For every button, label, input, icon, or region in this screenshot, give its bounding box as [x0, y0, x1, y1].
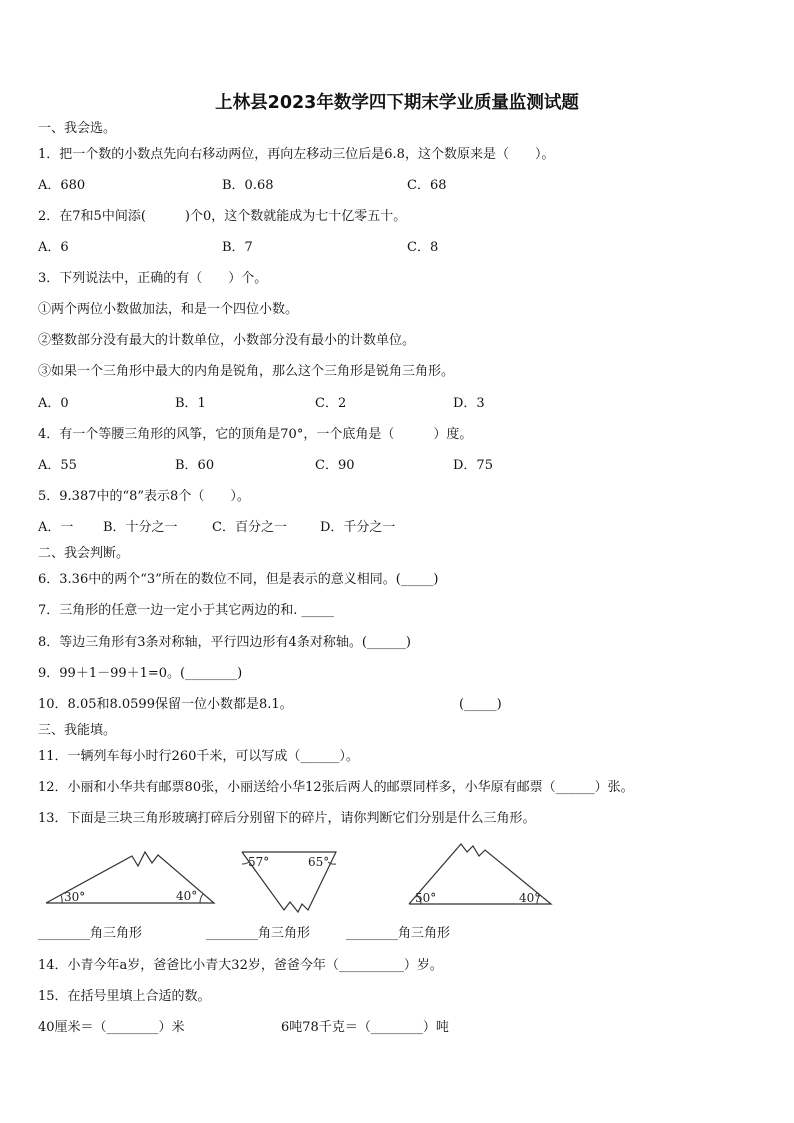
- q13-answer-3: ________角三角形: [346, 926, 451, 941]
- question-1: 1．把一个数的小数点先向右移动两位，再向左移动三位后是6.8，这个数原来是（ ）。: [38, 147, 555, 162]
- triangle-fragment-3: [405, 840, 555, 910]
- question-2: 2．在7和5中间添( )个0，这个数就能成为七十亿零五十。: [38, 209, 407, 224]
- q5-option-b: B．十分之一: [103, 520, 178, 535]
- q3-option-d: D．3: [453, 396, 485, 411]
- q2-option-a: A．6: [38, 240, 69, 255]
- section-heading-fill: 三、我能填。: [38, 723, 117, 738]
- question-15: 15．在括号里填上合适的数。: [38, 989, 211, 1004]
- triangle-fragment-2: [238, 846, 342, 916]
- q2-option-c: C．8: [407, 240, 439, 255]
- question-7: 7．三角形的任意一边一定小于其它两边的和. _____: [38, 603, 335, 618]
- question-14: 14．小青今年a岁，爸爸比小青大32岁，爸爸今年（__________）岁。: [38, 958, 443, 973]
- section-heading-judge: 二、我会判断。: [38, 546, 130, 561]
- q1-option-b: B．0.68: [222, 178, 274, 193]
- question-8: 8．等边三角形有3条对称轴，平行四边形有4条对称轴。(______): [38, 635, 411, 650]
- q3-statement-3: ③如果一个三角形中最大的内角是锐角，那么这个三角形是锐角三角形。: [38, 364, 455, 379]
- q5-option-c: C．百分之一: [212, 520, 287, 535]
- q15-part-1: 40厘米＝（________）米: [38, 1020, 185, 1035]
- q15-part-2: 6吨78千克＝（________）吨: [281, 1020, 449, 1035]
- fig3-left-angle-label: 50°: [415, 891, 437, 905]
- question-13: 13．下面是三块三角形玻璃打碎后分别留下的碎片，请你判断它们分别是什么三角形。: [38, 811, 536, 826]
- q13-answer-2: ________角三角形: [206, 926, 311, 941]
- q2-option-b: B．7: [222, 240, 253, 255]
- fig1-left-angle-label: 30°: [64, 890, 86, 904]
- question-10: 10．8.05和8.0599保留一位小数都是8.1。: [38, 697, 293, 712]
- q3-option-c: C．2: [315, 396, 347, 411]
- q3-statement-2: ②整数部分没有最大的计数单位，小数部分没有最小的计数单位。: [38, 333, 416, 348]
- triangle-fragment-1: [40, 848, 220, 910]
- question-12: 12．小丽和小华共有邮票80张，小丽送给小华12张后两人的邮票同样多，小华原有邮票（______）张。: [38, 780, 634, 795]
- question-11: 11．一辆列车每小时行260千米，可以写成（______）。: [38, 749, 359, 764]
- q3-option-b: B．1: [175, 396, 206, 411]
- fig2-left-angle-label: 57°: [248, 855, 270, 869]
- q1-option-c: C．68: [407, 178, 447, 193]
- q3-option-a: A．0: [38, 396, 69, 411]
- question-9: 9．99＋1－99＋1=0。(________): [38, 666, 243, 681]
- page-title: 上林县2023年数学四下期末学业质量监测试题: [215, 93, 579, 113]
- q5-option-d: D．千分之一: [320, 520, 396, 535]
- fig2-right-angle-label: 65°: [308, 855, 330, 869]
- section-heading-choice: 一、我会选。: [38, 121, 117, 136]
- q13-answer-1: ________角三角形: [38, 926, 143, 941]
- fig3-right-angle-label: 40°: [519, 891, 541, 905]
- q1-option-a: A．680: [38, 178, 86, 193]
- question-3: 3．下列说法中，正确的有（ ）个。: [38, 271, 268, 286]
- question-4: 4．有一个等腰三角形的风筝，它的顶角是70°，一个底角是（ ）度。: [38, 427, 473, 442]
- q10-answer-blank: (_____): [459, 697, 502, 712]
- q3-statement-1: ①两个两位小数做加法，和是一个四位小数。: [38, 302, 299, 317]
- q5-option-a: A．一: [38, 520, 74, 535]
- q4-option-d: D．75: [453, 458, 493, 473]
- q4-option-c: C．90: [315, 458, 355, 473]
- q4-option-b: B．60: [175, 458, 215, 473]
- question-5: 5．9.387中的“8”表示8个（ ）。: [38, 489, 250, 504]
- question-6: 6．3.36中的两个“3”所在的数位不同，但是表示的意义相同。(_____): [38, 572, 439, 587]
- q4-option-a: A．55: [38, 458, 77, 473]
- fig1-right-angle-label: 40°: [176, 889, 198, 903]
